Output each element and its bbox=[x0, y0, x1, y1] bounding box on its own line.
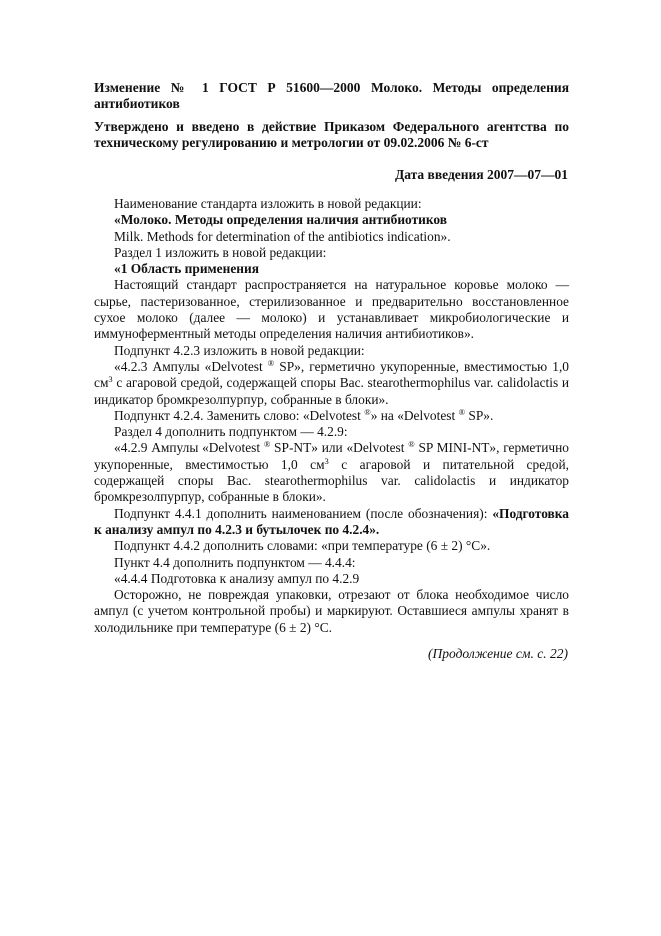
document-body bbox=[94, 196, 569, 636]
paragraph-section1-change: Раздел 1 изложить в новой редакции: bbox=[114, 244, 327, 260]
paragraph-4-4-1-change: Подпункт 4.4.1 дополнить наименованием (после обозначения): «Подготовка к анализу ампул по 4.2.3 и бутылочек по 4.2.4». bbox=[94, 505, 569, 537]
continuation-note: (Продолжение см. с. 22) bbox=[428, 646, 568, 661]
paragraph-4-4-2-change: Подпункт 4.4.2 дополнить словами: «при температуре (6 ± 2) °С». bbox=[114, 538, 491, 554]
effective-date: Дата введения 2007—07—01 bbox=[394, 167, 568, 182]
new-title-ru: «Молоко. Методы определения наличия антибиотиков bbox=[114, 212, 447, 228]
scope-text: Настоящий стандарт распространяется на натуральное коровье молоко — сырье, пастеризованное, стерилизованное и предварительно восстановленное сухое молоко (далее — молоко) и устанавливает микробиологические и иммуноферментный методы определения наличия антибиотиков». bbox=[94, 277, 569, 342]
paragraph-4-2-4-change: Подпункт 4.2.4. Заменить слово: «Delvotest ®» на «Delvotest ® SP». bbox=[114, 406, 494, 423]
paragraph-section4-addition: Раздел 4 дополнить подпунктом — 4.2.9: bbox=[114, 424, 348, 440]
paragraph-title-change: Наименование стандарта изложить в новой редакции: bbox=[114, 196, 422, 211]
clause-4-2-9-text: «4.2.9 Ампулы «Delvotest ® SP-NT» или «Delvotest ® SP MINI-NT», герметично укупоренные, вместимостью 1,0 $см^3$ с агаровой и питательной средой, содержащей споры Bac. stearothermophilus var. calidolactis и индикатор бромкрезолпурпур, собранные в блоки». bbox=[94, 439, 569, 505]
approval-statement: Утверждено и введено в действие Приказом Федерального агентства по техническому регулированию и метрологии от 09.02.2006 № 6-ст bbox=[94, 119, 569, 150]
clause-4-4-4-heading: «4.4.4 Подготовка к анализу ампул по 4.2.9 bbox=[114, 570, 360, 586]
clause-4-2-3-text: «4.2.3 Ампулы «Delvotest ® SP», герметично укупоренные, вместимостью 1,0 $см^3$ с агаровой средой, содержащей споры Bac. stearothermophilus var. calidolactis и индикатор бромкрезолпурпур, собранные в блоки». bbox=[94, 357, 569, 407]
paragraph-4-4-addition: Пункт 4.4 дополнить подпунктом — 4.4.4: bbox=[114, 554, 356, 570]
amendment-title: Изменение № 1 ГОСТ Р 51600—2000 Молоко. Методы определения антибиотиков bbox=[94, 80, 569, 111]
section-heading-scope: «1 Область применения bbox=[114, 261, 259, 277]
new-title-en: Milk. Methods for determination of the antibiotics indication». bbox=[114, 228, 451, 244]
paragraph-4-2-3-change: Подпункт 4.2.3 изложить в новой редакции: bbox=[114, 342, 365, 358]
clause-4-4-4-text: Осторожно, не повреждая упаковки, отрезают от блока необходимое число ампул (с учетом контрольной пробы) и маркируют. Оставшиеся ампулы хранят в холодильнике при температуре (6 ± 2) °С. bbox=[94, 587, 569, 635]
